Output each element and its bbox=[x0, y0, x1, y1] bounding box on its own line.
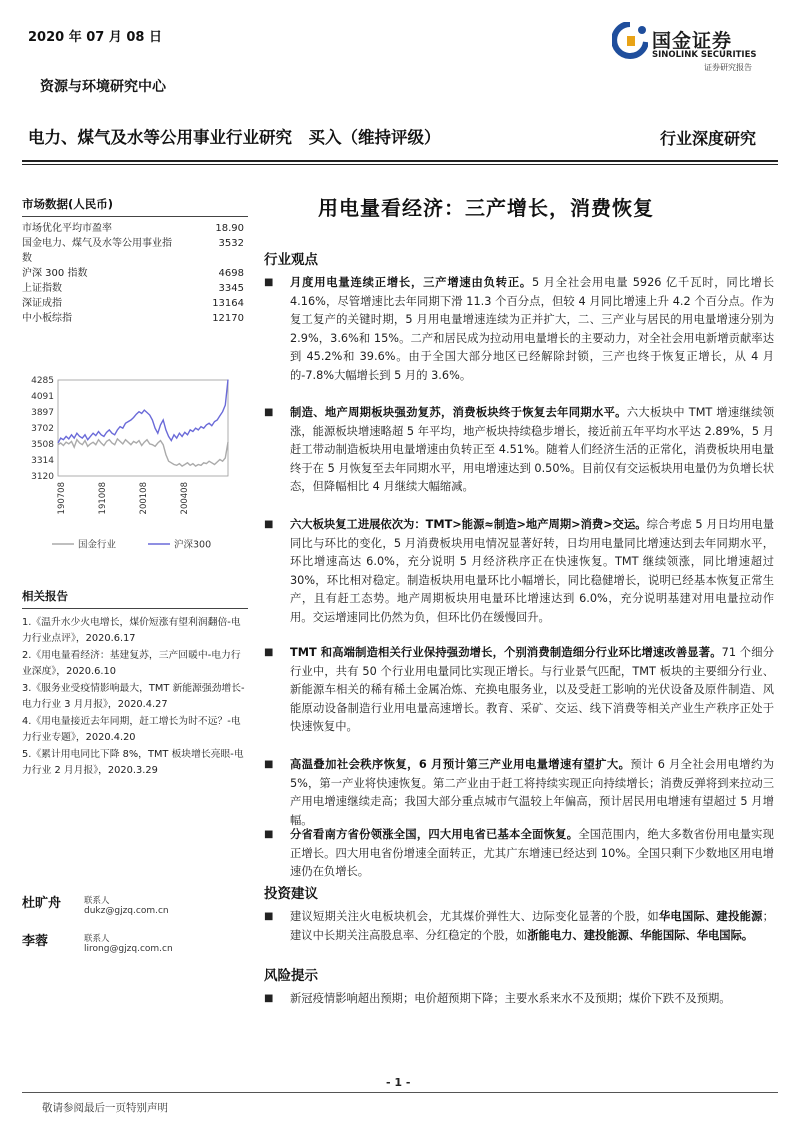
bullet-square-icon: ■ bbox=[264, 759, 274, 770]
market-data-panel bbox=[22, 196, 248, 326]
related-report-item[interactable]: 1.《温升水少火电增长，煤价短涨有望利润翻倍-电力行业点评》，2020.6.17 bbox=[22, 617, 241, 644]
index-chart-svg bbox=[22, 372, 242, 562]
series-line-hs300 bbox=[58, 380, 228, 443]
report-title: 用电量看经济：三产增长，消费恢复 bbox=[318, 196, 654, 220]
analyst-role: 联系人 bbox=[84, 934, 110, 944]
bullet-square-icon: ■ bbox=[264, 647, 274, 658]
y-tick-label: 4091 bbox=[31, 391, 54, 402]
header-divider-thin bbox=[22, 164, 778, 165]
bullet-square-icon: ■ bbox=[264, 829, 274, 840]
report-type: 行业深度研究 bbox=[659, 129, 756, 148]
analyst-email[interactable]: dukz@gjzq.com.cn bbox=[84, 906, 169, 916]
analyst-card bbox=[22, 930, 242, 964]
footer-disclaimer[interactable]: 敬请参阅最后一页特别声明 bbox=[42, 1102, 168, 1114]
related-report-item[interactable]: 2.《用电量看经济：基建复苏，三产回暖中-电力行业深度》，2020.6.10 bbox=[22, 650, 241, 677]
analyst-name: 杜旷舟 bbox=[22, 896, 62, 911]
bullet-square-icon: ■ bbox=[264, 407, 274, 418]
sinolink-logo-icon bbox=[612, 22, 648, 62]
related-report-item[interactable]: 4.《用电量接近去年同期，赶工增长为时不远？-电力行业专题》，2020.4.20 bbox=[22, 716, 241, 743]
index-chart bbox=[22, 372, 242, 562]
y-tick-label: 3314 bbox=[31, 456, 54, 467]
view-bullet: ■ 六大板块复工进展依次为：TMT>能源≈制造>地产周期>消费>交运。综合考虑 5 月日均用电量同比与环比的变化，5 月消费板块用电情况显著好转，日均用电量同比增速达到去年同期水平，环比增速高达 6.0%，充分说明 5 月经济秩序正在快速恢复。TMT 继续领涨，同比增速超过 30%，环比相对稳定。制造板块用电量环比小幅增长，同比稳健增长，说明已经基本恢复正常生产，且有赶工态势。地产周期板块用电量环比增速达到 6.0%，充分说明基建对用电量拉动作用。交运增速同比仍然为负，但环比仍在缓慢回升。 bbox=[264, 518, 775, 624]
market-row: 市场优化平均市盈率 18.90 bbox=[22, 223, 244, 234]
market-row: 上证指数 3345 bbox=[22, 283, 244, 294]
industry-rating-line: 电力、煤气及水等公用事业行业研究 买入（维持评级） bbox=[28, 128, 441, 147]
y-tick-label: 3702 bbox=[31, 424, 54, 435]
view-bullet: ■ 高温叠加社会秩序恢复，6 月预计第三产业用电量增速有望扩大。预计 6 月全社会用电增约为 5%，第一产业将快速恢复。第二产业由于赶工将持续实现正向持续增长；消费反弹将到来拉动三产用电增速继续走高；我国大部分重点城市气温较上年偏高，预计居民用电增速有望超过 5 月增幅。 bbox=[264, 758, 774, 827]
view-bullet: ■ 月度用电量连续正增长，三产增速由负转正。5 月全社会用电量 5926 亿千瓦时，同比增长 4.16%，尽管增速比去年同期下滑 11.3 个百分点，但较 4 月同比增速上升 4.2 个百分点。作为复工复产的关键时期，5 月用电量增速连续为正并扩大，二、三产业与居民的用电量增速分别为 2.9%，3.6%和 15%。二产和居民成为拉动用电量增长的主要动力，对全社会用电新增贡献率达到 45.2%和 39.6%。由于全国大部分地区已经解除封锁，三产也终于恢复正增长，从 4 月的-7.8%大幅增长到 5 月的 3.6%。 bbox=[264, 276, 774, 382]
report-date: 2020 年 07 月 08 日 bbox=[28, 30, 162, 45]
logo bbox=[612, 22, 782, 72]
bullet-square-icon: ■ bbox=[264, 519, 274, 530]
related-report-item[interactable]: 3.《服务业受疫情影响最大，TMT 新能源强劲增长-电力行业 3 月月报》，2020.4.27 bbox=[22, 683, 245, 710]
legend-label: 国金行业 bbox=[78, 539, 117, 551]
analyst-card bbox=[22, 892, 242, 926]
logo-name-cn: 国金证券 bbox=[652, 30, 733, 52]
page-number: - 1 - bbox=[386, 1076, 411, 1089]
analyst-role: 联系人 bbox=[84, 896, 110, 906]
bullet-square-icon: ■ bbox=[264, 993, 274, 1004]
analyst-name: 李蓉 bbox=[22, 934, 49, 949]
section-title-view: 行业观点 bbox=[264, 252, 318, 268]
logo-subtitle: 证券研究报告 bbox=[704, 63, 752, 72]
x-tick-label: 200408 bbox=[180, 482, 190, 515]
legend-label: 沪深300 bbox=[174, 539, 212, 551]
section-title-invest: 投资建议 bbox=[264, 886, 318, 902]
market-row: 沪深 300 指数 4698 bbox=[22, 268, 244, 279]
section-title-risk: 风险提示 bbox=[264, 968, 318, 984]
market-row: 深证成指 13164 bbox=[22, 298, 244, 309]
analyst-email[interactable]: lirong@gjzq.com.cn bbox=[84, 944, 173, 954]
research-center: 资源与环境研究中心 bbox=[40, 79, 166, 95]
related-reports-title: 相关报告 bbox=[22, 588, 248, 609]
y-tick-label: 3897 bbox=[31, 407, 54, 418]
y-tick-label: 4285 bbox=[31, 376, 54, 386]
view-bullet: ■ 制造、地产周期板块强劲复苏，消费板块终于恢复去年同期水平。六大板块中 TMT 增速继续领涨，能源板块增速略超 5 年平均，地产板块持续稳步增长，接近前五年平均水平达 2.89%，5 月赶工带动制造板块用电量增速由负转正至 4.51%。随着人们经济生活的正常化，消费板块用电量终于在 5 月恢复至去年同期水平，用电增速达到 0.50%。目前仅有交运板块用电量仍为负增长状态，但降幅相比 4 月继续大幅缩减。 bbox=[264, 406, 774, 494]
view-bullet: ■ 分省看南方省份领涨全国，四大用电省已基本全面恢复。全国范围内，绝大多数省份用电量实现正增长。四大用电省份增速全面转正，尤其广东增速已经达到 10%。全国只剩下少数地区用电增速仍在负增长。 bbox=[264, 828, 774, 879]
market-row: 国金电力、煤气及水等公用事业指数 3532 bbox=[22, 238, 244, 264]
related-report-item[interactable]: 5.《累计用电同比下降 8%，TMT 板块增长亮眼-电力行业 2 月月报》，2020.3.29 bbox=[22, 749, 244, 776]
market-row: 中小板综指 12170 bbox=[22, 313, 244, 324]
y-tick-label: 3120 bbox=[31, 472, 54, 482]
y-tick-label: 3508 bbox=[31, 440, 54, 451]
logo-name-en: SINOLINK SECURITIES bbox=[652, 50, 757, 60]
footer-divider bbox=[22, 1092, 778, 1093]
market-data-title: 市场数据(人民币) bbox=[22, 196, 248, 217]
view-bullet: ■ TMT 和高端制造相关行业保持强劲增长，个别消费制造细分行业环比增速改善显著。71 个细分行业中，共有 50 个行业用电量同比实现正增长。与行业景气匹配，TMT 板块的主要细分行业、新能源车相关的稀有稀土金属冶炼、充换电服务业，以及受赶工影响的光伏设备及原件制造、风能原动设备制造行业用电量高速增长。教育、采矿、交运、线下消费等相关产业生产秩序正处于快速恢复中。 bbox=[264, 646, 775, 734]
invest-bullet: ■ 建议短期关注火电板块机会，尤其煤价弹性大、边际变化显著的个股，如华电国际、建投能源；建议中长期关注高股息率、分红稳定的个股，如浙能电力、建投能源、华能国际、华电国际。 bbox=[264, 910, 774, 942]
series-line-industry bbox=[58, 439, 228, 466]
related-reports bbox=[22, 588, 248, 780]
bullet-square-icon: ■ bbox=[264, 277, 274, 288]
risk-bullet: ■ 新冠疫情影响超出预期；电价超预期下降；主要水系来水不及预期；煤价下跌不及预期。 bbox=[264, 990, 774, 1009]
x-tick-label: 191008 bbox=[98, 482, 108, 515]
bullet-square-icon: ■ bbox=[264, 911, 274, 922]
header-divider bbox=[22, 160, 778, 162]
x-tick-label: 190708 bbox=[57, 482, 67, 515]
x-tick-label: 200108 bbox=[139, 482, 149, 515]
